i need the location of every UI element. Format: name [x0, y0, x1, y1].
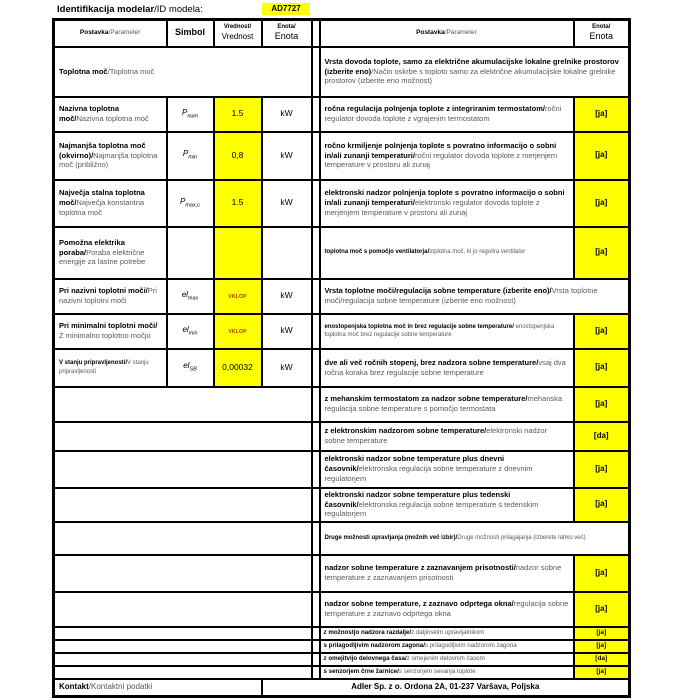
table-row [54, 653, 630, 666]
param-cell: Pri minimalni toplotni moči/ Z minimalno toplotno močjo [54, 314, 167, 349]
param-cell: s prilagodljivim nadzorom zagona/s prilagodljivim nadzorom zagona [320, 640, 574, 653]
symbol-cell: $el_{max}$ [167, 279, 214, 314]
separator-cell [312, 314, 320, 349]
header-unit-right: Enota/ Enota [574, 20, 630, 47]
unit-cell: kW [262, 314, 312, 349]
separator-cell [312, 387, 320, 422]
value-cell: [ja] [574, 387, 630, 422]
table-row [54, 592, 630, 627]
param-cell: Pri nazivni toplotni moči/Pri nazivni toplotni moči [54, 279, 167, 314]
empty-cell [54, 488, 312, 522]
table-row [54, 451, 630, 488]
title-bold: Identifikacija modelar [57, 4, 155, 15]
param-cell: Največja stalna toplotna moč/Največja konstantna toplotna moč [54, 180, 167, 227]
separator-cell [312, 627, 320, 640]
value-cell: [ja] [574, 349, 630, 387]
table-row [54, 180, 630, 227]
header-param-right: Postavka/Parameter [320, 20, 574, 47]
empty-cell [54, 451, 312, 488]
param-cell: elektronski nadzor sobne temperature plus tedenski časovnik/elektronska regulacija sobne temperature s tedenskim regulatorjem [320, 488, 574, 522]
separator-cell [312, 227, 320, 279]
spec-table [52, 18, 631, 698]
separator-cell [312, 349, 320, 387]
section-header-cell: Druge možnosti upravljanja (možnih več izbir)/Druge možnosti prilagajanja (izberete lahko več) [320, 522, 630, 555]
value-cell: [da] [574, 422, 630, 451]
separator-cell [312, 640, 320, 653]
param-cell: ročna regulacija polnjenja toplote z integriranim termostatom/ročni regulator dovoda toplote z vgrajenim termostatom [320, 97, 574, 132]
param-cell: z mehanskim termostatom za nadzor sobne temperature/mehanska regulacija sobne temperature s pomočjo termostata [320, 387, 574, 422]
table-row [54, 488, 630, 522]
table-row [54, 279, 630, 314]
empty-cell [54, 592, 312, 627]
value-cell: [ja] [574, 627, 630, 640]
empty-cell [54, 422, 312, 451]
header-symbol: Simbol [167, 20, 214, 47]
unit-cell: kW [262, 97, 312, 132]
table-row [54, 422, 630, 451]
separator-cell [312, 522, 320, 555]
empty-cell [54, 640, 312, 653]
value-cell: 0,8 [214, 132, 262, 180]
separator-cell [312, 20, 320, 47]
value-cell: [ja] [574, 592, 630, 627]
table-row [54, 227, 630, 279]
unit-cell [262, 227, 312, 279]
param-cell: z elektronskim nadzorom sobne temperature/elektronski nadzor sobne temperature [320, 422, 574, 451]
title-rest: /ID modela: [154, 4, 203, 15]
param-cell: elektronski nadzor sobne temperature plus dnevni časovnik/elektronska regulacija sobne temperature z dnevnim regulatorjem [320, 451, 574, 488]
param-cell: nadzor sobne temperature z zaznavanjem prisotnosti/nadzor sobne temperature z zaznavanjem prisotnosti [320, 555, 574, 592]
unit-cell: kW [262, 279, 312, 314]
symbol-cell: $P_{nom}$ [167, 97, 214, 132]
symbol-cell: $el_{SB}$ [167, 349, 214, 387]
symbol-cell: $P_{min}$ [167, 132, 214, 180]
param-cell: elektronski nadzor polnjenja toplote s povratno informacijo o sobni in/ali zunanji temperaturi/elektronski regulator dovoda toplote z merjenjem temperature v prostoru ali zunaj [320, 180, 574, 227]
table-row [54, 97, 630, 132]
param-cell: nadzor sobne temperature, z zaznavo odprtega okna/regulacija sobne temperature z zaznavo odprtega okna [320, 592, 574, 627]
param-cell: z omejitvijo delovnega časa/z omejenim delovnim časom [320, 653, 574, 666]
param-cell: z možnostjo nadzora razdalje/z daljinskim upravljalnikom [320, 627, 574, 640]
value-cell [214, 227, 262, 279]
param-cell: Pomožna elektrika poraba/Poraba električne energije za lastne potrebe [54, 227, 167, 279]
table-row [54, 627, 630, 640]
empty-cell [54, 666, 312, 679]
empty-cell [54, 522, 312, 555]
value-cell: VKLOP [214, 279, 262, 314]
value-cell: 1.5 [214, 97, 262, 132]
table-row [54, 314, 630, 349]
table-row [54, 387, 630, 422]
separator-cell [312, 451, 320, 488]
empty-cell [54, 653, 312, 666]
unit-cell: kW [262, 349, 312, 387]
value-cell: [ja] [574, 488, 630, 522]
unit-cell: kW [262, 180, 312, 227]
separator-cell [312, 279, 320, 314]
header-value: Vrednost/ Vrednost [214, 20, 262, 47]
separator-cell [312, 97, 320, 132]
header-unit-left: Enota/ Enota [262, 20, 312, 47]
model-id-value: AD7727 [262, 3, 310, 15]
page-title [57, 4, 203, 15]
separator-cell [312, 592, 320, 627]
value-cell: [ja] [574, 132, 630, 180]
table-row [54, 640, 630, 653]
param-cell: Vrsta dovoda toplote, samo za električne akumulacijske lokalne grelnike prostorov (izberite eno)/Način oskrbe s toploto samo za električne akumulacijske lokalne grelnike prostorov (izberite eno možnost) [320, 47, 630, 97]
value-cell: [ja] [574, 97, 630, 132]
empty-cell [54, 627, 312, 640]
separator-cell [312, 555, 320, 592]
separator-cell [312, 488, 320, 522]
value-cell: [ja] [574, 180, 630, 227]
param-cell: enostopenjska toplotna moč in brez regulacije sobne temperature/ enostopenjska toplotna moč brez regulacije sobne temperature [320, 314, 574, 349]
symbol-cell: $P_{max,c}$ [167, 180, 214, 227]
separator-cell [312, 666, 320, 679]
separator-cell [312, 422, 320, 451]
param-cell: dve ali več ročnih stopenj, brez nadzora sobne temperature/vsaj dva ročna koraka brez regulacije sobne temperature [320, 349, 574, 387]
value-cell: 1.5 [214, 180, 262, 227]
table-row [54, 47, 630, 97]
contact-row [54, 679, 630, 697]
table-row [54, 555, 630, 592]
value-cell: [ja] [574, 314, 630, 349]
unit-cell: kW [262, 132, 312, 180]
value-cell: [ja] [574, 227, 630, 279]
table-row [54, 132, 630, 180]
section-header-cell: Vrsta toplotne moči/regulacija sobne temperature (izberite eno)/Vrsta toplotne moči/regulacija sobne temperature (izberite eno možnost) [320, 279, 630, 314]
value-cell: [ja] [574, 666, 630, 679]
param-cell: Toplotna moč/Toplotna moč [54, 47, 312, 97]
value-cell: [da] [574, 653, 630, 666]
param-cell: Nazivna toplotna moč/Nazivna toplotna moč [54, 97, 167, 132]
table-row [54, 522, 630, 555]
value-cell: [ja] [574, 640, 630, 653]
header-row [54, 20, 630, 47]
symbol-cell: $el_{min}$ [167, 314, 214, 349]
param-cell: toplotna moč s pomočjo ventilatorja/toplotna moč, ki jo regulira ventilator [320, 227, 574, 279]
separator-cell [312, 180, 320, 227]
separator-cell [312, 132, 320, 180]
separator-cell [312, 47, 320, 97]
header-param-left: Postavka/Parameter [54, 20, 167, 47]
empty-cell [54, 387, 312, 422]
contact-company-cell: Adler Sp. z o. Ordona 2A, 01-237 Varšava, Poljska [262, 679, 630, 697]
table-row [54, 666, 630, 679]
value-cell: [ja] [574, 451, 630, 488]
table-row [54, 349, 630, 387]
value-cell: VKLOP [214, 314, 262, 349]
param-cell: Najmanjša toplotna moč (okvirno)/Najmanjša toplotna moč (približno) [54, 132, 167, 180]
param-cell: V stanju pripravljenosti/V stanju pripravljenosti [54, 349, 167, 387]
separator-cell [312, 653, 320, 666]
symbol-cell [167, 227, 214, 279]
empty-cell [54, 555, 312, 592]
param-cell: ročno krmiljenje polnjenja toplote s povratno informacijo o sobni in/ali zunanji temperaturi/ročni regulator dovoda toplote z merjenjem temperature v prostoru ali zunaj [320, 132, 574, 180]
param-cell: s senzorjem črne žarnice/s senzorjem sevanja toplote [320, 666, 574, 679]
value-cell: 0,00032 [214, 349, 262, 387]
value-cell: [ja] [574, 555, 630, 592]
contact-label-cell: Kontakt/Kontaktni podatki [54, 679, 262, 697]
